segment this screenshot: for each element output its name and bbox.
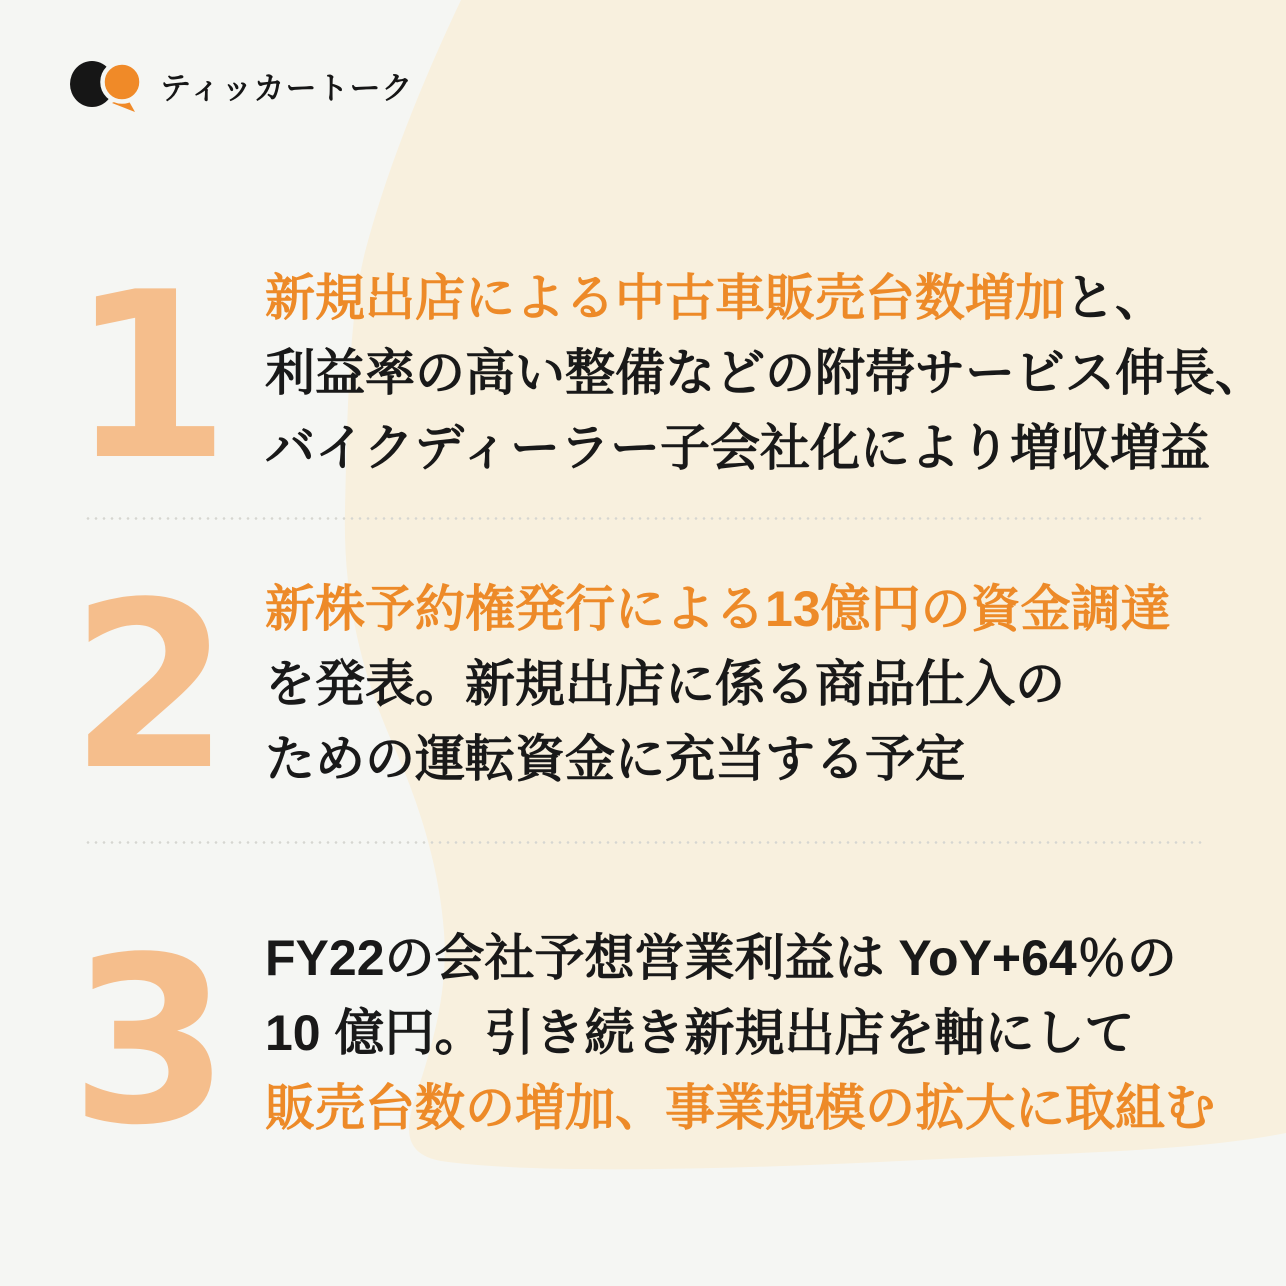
dotted-divider-1 [84,517,1202,520]
section-3-line-3 [265,1071,1225,1146]
section-3-text [265,921,1225,1146]
section-2-line-1-highlight: 新株予約権発行による13億円の資金調達 [265,581,1171,637]
dotted-divider-2 [84,841,1202,844]
section-1-text [265,261,1265,486]
section-2-text [265,572,1225,797]
section-1-line-3: バイクディーラー子会社化により増収増益 [265,420,1210,476]
section-2-line-1 [265,572,1225,647]
section-2-line-2: を発表。新規出店に係る商品仕入の [265,656,1065,712]
section-1-line-1-highlight: 新規出店による中古車販売台数増加 [265,270,1065,326]
section-1-line-1-rest: と、 [1065,270,1165,326]
section-1-line-2: 利益率の高い整備などの附帯サービス伸長、 [265,345,1265,401]
brand-logo [70,56,414,114]
section-1-number: 1 [70,244,231,511]
section-2-line-3: ための運転資金に充当する予定 [265,731,965,787]
section-3-line-1: FY22の会社予想営業利益は YoY+64％の [265,930,1177,986]
brand-name: ティッカートーク [160,70,414,106]
section-1-line-1 [265,261,1225,336]
section-3-line-3-highlight: 販売台数の増加、事業規模の拡大に取組む [265,1080,1215,1136]
speech-bubbles-icon [70,56,144,114]
section-3-line-2: 10 億円。引き続き新規出店を軸にして [265,1005,1135,1061]
section-3-number: 3 [70,909,231,1176]
section-2-number: 2 [70,554,231,821]
